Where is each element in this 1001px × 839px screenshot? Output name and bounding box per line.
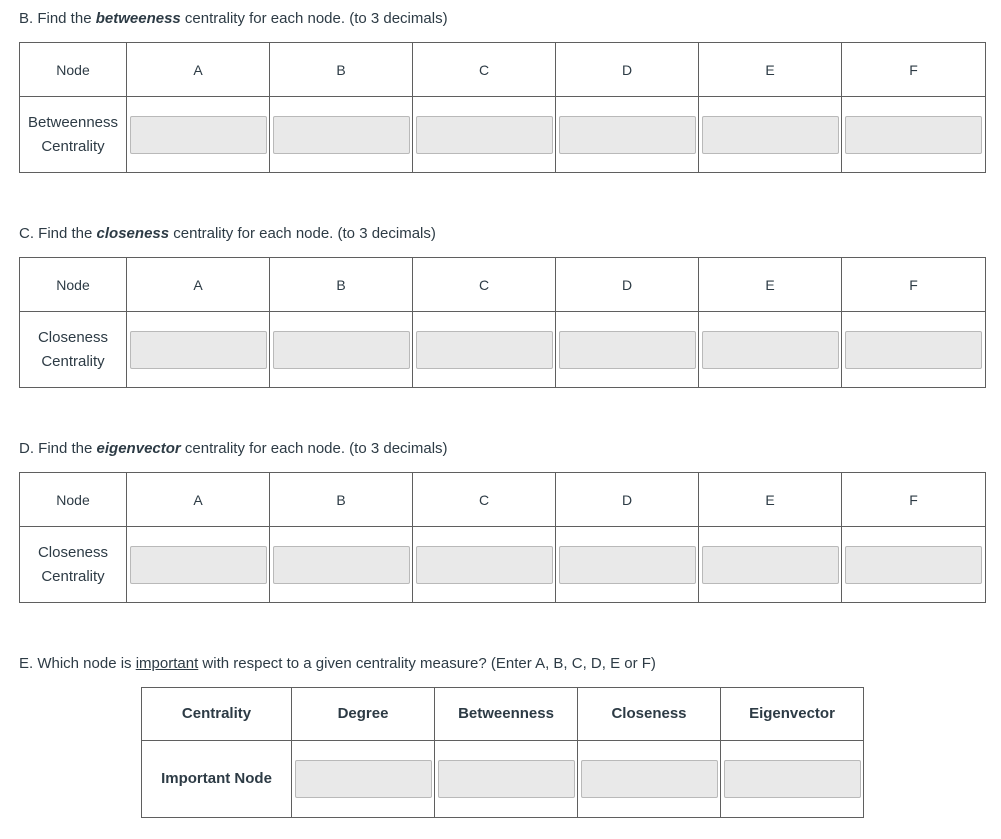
question-c	[19, 224, 436, 244]
header-node-a: A	[127, 258, 270, 312]
closeness-input-d[interactable]	[559, 331, 696, 369]
header-closeness: Closeness	[578, 688, 721, 741]
header-betweenness: Betweenness	[435, 688, 578, 741]
header-node-b: B	[270, 258, 413, 312]
row-label-line2: Centrality	[41, 352, 105, 370]
eigenvector-input-e[interactable]	[702, 546, 839, 584]
question-c-suffix: centrality for each node. (to 3 decimals)	[169, 225, 436, 242]
closeness-input-a[interactable]	[130, 331, 267, 369]
header-node-b: B	[270, 43, 413, 97]
answer-cell-d	[556, 312, 699, 388]
table-header-row	[142, 688, 864, 741]
header-node-c: C	[413, 258, 556, 312]
row-label-important-node: Important Node	[142, 741, 292, 818]
row-label-line2: Centrality	[41, 567, 105, 585]
answer-cell-b	[270, 312, 413, 388]
header-node-c: C	[413, 473, 556, 527]
answer-cell-a	[127, 97, 270, 173]
answer-cell-c	[413, 312, 556, 388]
table-row	[142, 741, 864, 818]
eigenvector-input-c[interactable]	[416, 546, 553, 584]
header-node-f: F	[842, 473, 986, 527]
header-node-a: A	[127, 473, 270, 527]
question-e-suffix: with respect to a given centrality measure? (Enter A, B, C, D, E or F)	[198, 655, 656, 672]
question-e-prefix: E. Which node is	[19, 655, 136, 672]
header-node-e: E	[699, 473, 842, 527]
header-node-d: D	[556, 258, 699, 312]
question-e-underlined: important	[135, 655, 199, 672]
important-node-closeness-input[interactable]	[581, 760, 718, 798]
betweenness-input-c[interactable]	[416, 116, 553, 154]
eigenvector-table	[19, 472, 986, 603]
question-d	[19, 439, 448, 459]
closeness-input-e[interactable]	[702, 331, 839, 369]
header-eigenvector: Eigenvector	[721, 688, 864, 741]
question-c-prefix: C. Find the	[19, 225, 97, 242]
betweenness-input-e[interactable]	[702, 116, 839, 154]
answer-cell-closeness	[578, 741, 721, 818]
important-node-betweenness-input[interactable]	[438, 760, 575, 798]
table-header-row	[20, 258, 986, 312]
betweenness-input-d[interactable]	[559, 116, 696, 154]
header-degree: Degree	[292, 688, 435, 741]
important-node-degree-input[interactable]	[295, 760, 432, 798]
betweenness-input-f[interactable]	[845, 116, 982, 154]
row-label-line1: Closeness	[37, 328, 109, 346]
answer-cell-c	[413, 97, 556, 173]
answer-cell-a	[127, 527, 270, 603]
answer-cell-a	[127, 312, 270, 388]
row-label	[20, 312, 127, 388]
question-e	[19, 654, 656, 674]
table-row	[20, 97, 986, 173]
answer-cell-d	[556, 527, 699, 603]
header-node-c: C	[413, 43, 556, 97]
header-node-f: F	[842, 43, 986, 97]
header-node-label: Node	[20, 43, 127, 97]
betweenness-table	[19, 42, 986, 173]
answer-cell-b	[270, 527, 413, 603]
table-header-row	[20, 43, 986, 97]
betweenness-input-a[interactable]	[130, 116, 267, 154]
row-label-line1: Betweenness	[27, 113, 119, 131]
row-label	[20, 527, 127, 603]
answer-cell-eigenvector	[721, 741, 864, 818]
question-b-suffix: centrality for each node. (to 3 decimals)	[180, 10, 448, 27]
header-node-b: B	[270, 473, 413, 527]
eigenvector-input-a[interactable]	[130, 546, 267, 584]
table-row	[20, 312, 986, 388]
answer-cell-e	[699, 97, 842, 173]
answer-cell-f	[842, 312, 986, 388]
important-node-eigenvector-input[interactable]	[724, 760, 861, 798]
eigenvector-input-d[interactable]	[559, 546, 696, 584]
question-d-keyword: eigenvector	[96, 440, 181, 457]
question-d-suffix: centrality for each node. (to 3 decimals)	[180, 440, 448, 457]
important-node-table	[141, 687, 864, 818]
header-node-e: E	[699, 43, 842, 97]
row-label-line2: Centrality	[41, 137, 105, 155]
closeness-input-b[interactable]	[273, 331, 410, 369]
table-header-row	[20, 473, 986, 527]
header-node-a: A	[127, 43, 270, 97]
question-c-keyword: closeness	[96, 225, 170, 242]
answer-cell-f	[842, 97, 986, 173]
answer-cell-e	[699, 312, 842, 388]
answer-cell-b	[270, 97, 413, 173]
answer-cell-degree	[292, 741, 435, 818]
question-b-keyword: betweeness	[95, 10, 181, 27]
header-centrality-label: Centrality	[142, 688, 292, 741]
header-node-d: D	[556, 43, 699, 97]
eigenvector-input-b[interactable]	[273, 546, 410, 584]
header-node-label: Node	[20, 258, 127, 312]
answer-cell-f	[842, 527, 986, 603]
header-node-f: F	[842, 258, 986, 312]
header-node-label: Node	[20, 473, 127, 527]
closeness-table	[19, 257, 986, 388]
closeness-input-f[interactable]	[845, 331, 982, 369]
answer-cell-c	[413, 527, 556, 603]
closeness-input-c[interactable]	[416, 331, 553, 369]
betweenness-input-b[interactable]	[273, 116, 410, 154]
question-d-prefix: D. Find the	[19, 440, 97, 457]
header-node-d: D	[556, 473, 699, 527]
table-row	[20, 527, 986, 603]
eigenvector-input-f[interactable]	[845, 546, 982, 584]
row-label-line1: Closeness	[37, 543, 109, 561]
header-node-e: E	[699, 258, 842, 312]
answer-cell-e	[699, 527, 842, 603]
question-b-prefix: B. Find the	[19, 10, 96, 27]
row-label	[20, 97, 127, 173]
question-b	[19, 9, 448, 29]
answer-cell-d	[556, 97, 699, 173]
answer-cell-betweenness	[435, 741, 578, 818]
